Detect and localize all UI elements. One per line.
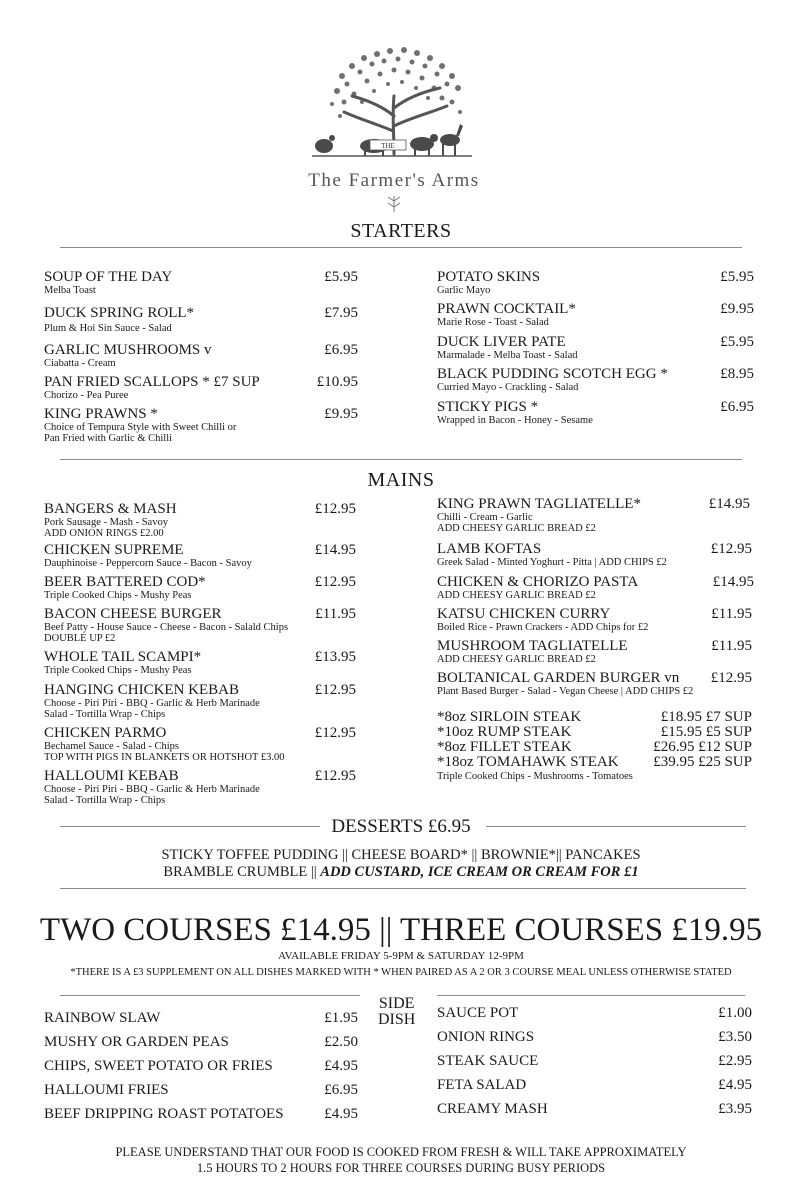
- item-price: £12.95: [710, 541, 752, 557]
- side-price: £1.95: [324, 1010, 358, 1026]
- menu-item: KING PRAWNS * Choice of Tempura Style with Sweet Chilli or Pan Fried with Garlic & Chilli: [44, 406, 237, 444]
- side-price: £3.95: [718, 1101, 752, 1117]
- item-price: £7.95: [324, 305, 358, 321]
- menu-item: KATSU CHICKEN CURRY Boiled Rice - Prawn Crackers - ADD Chips for £2: [437, 606, 649, 633]
- side-name: SAUCE POT: [437, 1005, 519, 1021]
- side-name: FETA SALAD: [437, 1077, 527, 1093]
- steak-price: £39.95 £25 SUP: [653, 754, 752, 770]
- menu-item: BOLTANICAL GARDEN BURGER vn Plant Based Burger - Salad - Vegan Cheese | ADD CHIPS £2: [437, 670, 694, 697]
- item-price: £12.95: [314, 574, 356, 590]
- menu-item: GARLIC MUSHROOMS v Ciabatta - Cream: [44, 342, 212, 369]
- side-dish-label: SIDE DISH: [378, 995, 416, 1028]
- menu-item: BEER BATTERED COD* Triple Cooked Chips - Mushy Peas: [44, 574, 206, 601]
- item-price: £13.95: [314, 649, 356, 665]
- steak-name: *18oz TOMAHAWK STEAK: [437, 754, 619, 770]
- item-price: £14.95: [314, 542, 356, 558]
- desserts-line-1: STICKY TOFFEE PUDDING || CHEESE BOARD* || BROWNIE*|| PANCAKES: [161, 847, 641, 863]
- item-price: £9.95: [720, 301, 754, 317]
- item-price: £9.95: [324, 406, 358, 422]
- item-price: £8.95: [720, 366, 754, 382]
- side-price: £2.50: [324, 1034, 358, 1050]
- desserts-heading: DESSERTS £6.95: [331, 816, 471, 837]
- menu-item: KING PRAWN TAGLIATELLE* Chilli - Cream - Garlic ADD CHEESY GARLIC BREAD £2: [437, 496, 641, 534]
- item-price: £11.95: [315, 606, 356, 622]
- item-price: £5.95: [324, 269, 358, 285]
- steak-name: *8oz FILLET STEAK: [437, 739, 572, 755]
- menu-item: BLACK PUDDING SCOTCH EGG * Curried Mayo - Crackling - Salad: [437, 366, 668, 393]
- sides-rule-right: [437, 995, 745, 996]
- menu-item: HANGING CHICKEN KEBAB Choose - Piri Piri - BBQ - Garlic & Herb Marinade Salad - Tortilla Wrap - Chips: [44, 682, 260, 720]
- side-name: MUSHY OR GARDEN PEAS: [44, 1034, 229, 1050]
- side-price: £4.95: [324, 1106, 358, 1122]
- menu-item: HALLOUMI KEBAB Choose - Piri Piri - BBQ - Garlic & Herb Marinade Salad - Tortilla Wrap - Chips: [44, 768, 260, 806]
- steak-sides-note: Triple Cooked Chips - Mushrooms - Tomatoes: [437, 771, 633, 782]
- desserts-rule-right: [486, 826, 746, 827]
- item-price: £6.95: [324, 342, 358, 358]
- menu-item: CHICKEN SUPREME Dauphinoise - Peppercorn Sauce - Bacon - Savoy: [44, 542, 252, 569]
- menu-item: WHOLE TAIL SCAMPI* Triple Cooked Chips - Mushy Peas: [44, 649, 202, 676]
- side-name: STEAK SAUCE: [437, 1053, 539, 1069]
- menu-item: BACON CHEESE BURGER Beef Patty - House Sauce - Cheese - Bacon - Salald Chips DOUBLE UP £2: [44, 606, 289, 644]
- logo-name-text: The Farmer's Arms: [308, 170, 480, 191]
- menu-item: PAN FRIED SCALLOPS * £7 SUP Chorizo - Pea Puree: [44, 374, 260, 401]
- steak-name: *10oz RUMP STEAK: [437, 724, 572, 740]
- menu-item: SOUP OF THE DAY Melba Toast: [44, 269, 173, 296]
- side-name: HALLOUMI FRIES: [44, 1082, 169, 1098]
- mains-heading: MAINS: [367, 469, 435, 491]
- steak-price: £26.95 £12 SUP: [653, 739, 752, 755]
- footer-line-2: 1.5 HOURS TO 2 HOURS FOR THREE COURSES DURING BUSY PERIODS: [196, 1161, 606, 1175]
- supplement-note: *THERE IS A £3 SUPPLEMENT ON ALL DISHES MARKED WITH * WHEN PAIRED AS A 2 OR 3 COURSE MEAL UNLESS OTHERWISE STATED: [70, 967, 732, 978]
- menu-item: CHICKEN & CHORIZO PASTA ADD CHEESY GARLIC BREAD £2: [437, 574, 639, 601]
- desserts-bottom-rule: [60, 888, 746, 889]
- availability-text: AVAILABLE FRIDAY 5-9PM & SATURDAY 12-9PM: [278, 950, 524, 962]
- menu-item: LAMB KOFTAS Greek Salad - Minted Yoghurt - Pitta | ADD CHIPS £2: [437, 541, 667, 568]
- tree-and-animals-logo-icon: [282, 36, 522, 216]
- item-price: £14.95: [712, 574, 754, 590]
- item-price: £12.95: [314, 725, 356, 741]
- desserts-line-2: BRAMBLE CRUMBLE || ADD CUSTARD, ICE CREAM OR CREAM FOR £1: [163, 864, 639, 880]
- item-price: £6.95: [720, 399, 754, 415]
- sides-rule-left: [60, 995, 360, 996]
- item-price: £12.95: [314, 682, 356, 698]
- side-price: £4.95: [718, 1077, 752, 1093]
- menu-item: MUSHROOM TAGLIATELLE ADD CHEESY GARLIC BREAD £2: [437, 638, 628, 665]
- item-price: £12.95: [314, 768, 356, 784]
- item-price: £11.95: [711, 638, 752, 654]
- item-price: £12.95: [314, 501, 356, 517]
- side-price: £4.95: [324, 1058, 358, 1074]
- item-price: £12.95: [710, 670, 752, 686]
- courses-headline: TWO COURSES £14.95 || THREE COURSES £19.95: [39, 912, 763, 948]
- menu-item: PRAWN COCKTAIL* Marie Rose - Toast - Salad: [437, 301, 576, 328]
- steak-name: *8oz SIRLOIN STEAK: [437, 709, 582, 725]
- side-name: CREAMY MASH: [437, 1101, 548, 1117]
- svg-text:THE: THE: [381, 142, 395, 150]
- side-price: £3.50: [718, 1029, 752, 1045]
- item-price: £5.95: [720, 334, 754, 350]
- footer-line-1: PLEASE UNDERSTAND THAT OUR FOOD IS COOKED FROM FRESH & WILL TAKE APPROXIMATELY: [115, 1145, 687, 1159]
- side-price: £1.00: [718, 1005, 752, 1021]
- side-name: ONION RINGS: [437, 1029, 535, 1045]
- side-name: RAINBOW SLAW: [44, 1010, 161, 1026]
- item-price: £14.95: [708, 496, 750, 512]
- steak-price: £18.95 £7 SUP: [660, 709, 752, 725]
- starters-rule: [60, 247, 742, 248]
- side-name: BEEF DRIPPING ROAST POTATOES: [44, 1106, 284, 1122]
- side-price: £2.95: [718, 1053, 752, 1069]
- item-price: £10.95: [316, 374, 358, 390]
- menu-item: BANGERS & MASH Pork Sausage - Mash - Savoy ADD ONION RINGS £2.00: [44, 501, 177, 539]
- steak-price: £15.95 £5 SUP: [660, 724, 752, 740]
- farmers-arms-logo: [282, 36, 522, 216]
- menu-item: POTATO SKINS Garlic Mayo: [437, 269, 541, 296]
- side-name: CHIPS, SWEET POTATO OR FRIES: [44, 1058, 273, 1074]
- menu-item: CHICKEN PARMO Bechamel Sauce - Salad - Chips TOP WITH PIGS IN BLANKETS OR HOTSHOT £3.00: [44, 725, 285, 763]
- menu-item: DUCK LIVER PATE Marmalade - Melba Toast - Salad: [437, 334, 578, 361]
- item-price: £5.95: [720, 269, 754, 285]
- starters-heading: STARTERS: [350, 220, 452, 242]
- side-price: £6.95: [324, 1082, 358, 1098]
- mains-top-rule: [60, 459, 742, 460]
- item-price: £11.95: [711, 606, 752, 622]
- menu-item: DUCK SPRING ROLL* Plum & Hoi Sin Sauce - Salad: [44, 305, 195, 334]
- menu-item: STICKY PIGS * Wrapped in Bacon - Honey - Sesame: [437, 399, 593, 426]
